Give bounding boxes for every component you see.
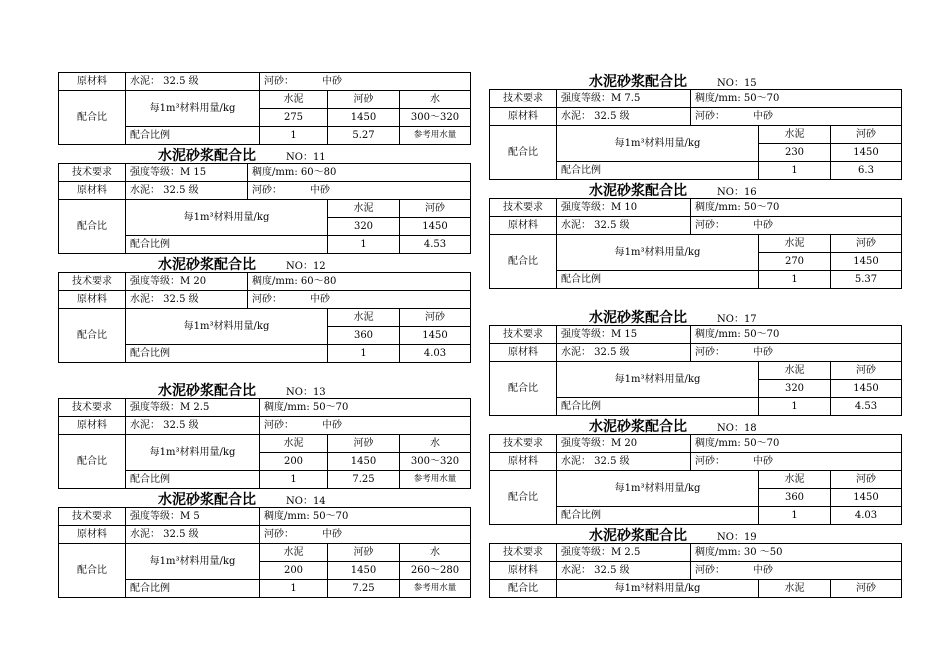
- per-m3-label: 每1m³材料用量/kg: [126, 544, 260, 580]
- cement-raw: 水泥： 32.5 级: [126, 73, 260, 91]
- mix-label: 配合比: [59, 544, 126, 598]
- ratio-label: 配合比例: [126, 236, 328, 254]
- raw-label: 原材料: [490, 344, 557, 362]
- cement-header: 水泥: [260, 435, 328, 453]
- sand-header: 河砂: [328, 91, 400, 109]
- mix-table: [58, 72, 471, 145]
- ratio-cement: 1: [759, 162, 831, 180]
- ratio-label: 配合比例: [126, 580, 260, 598]
- mix-table: [58, 507, 471, 598]
- water-value: 260～280: [400, 562, 471, 580]
- sand-header: 河砂: [831, 126, 902, 144]
- cement-raw: 水泥： 32.5 级: [126, 417, 260, 435]
- sand-value: 1450: [328, 109, 400, 127]
- block-number: NO：11: [286, 152, 326, 163]
- consistency: 稠度/mm: 50～70: [691, 199, 902, 217]
- water-header: 水: [400, 544, 471, 562]
- cement-header: 水泥: [260, 91, 328, 109]
- mix-label: 配合比: [59, 200, 126, 254]
- per-m3-label: 每1m³材料用量/kg: [126, 91, 260, 127]
- ratio-sand: 6.3: [831, 162, 902, 180]
- strength-grade: 强度等级：M 10: [557, 199, 691, 217]
- consistency: 稠度/mm: 50～70: [691, 90, 902, 108]
- cement-header: 水泥: [759, 362, 831, 380]
- mix-label: 配合比: [490, 580, 557, 598]
- sand-header: 河砂: [328, 544, 400, 562]
- mix-label: 配合比: [59, 91, 126, 145]
- sand-value: 1450: [831, 489, 902, 507]
- sand-header: 河砂: [400, 309, 471, 327]
- ratio-cement: 1: [260, 127, 328, 145]
- cement-raw: 水泥： 32.5 级: [557, 217, 691, 235]
- per-m3-label: 每1m³材料用量/kg: [557, 235, 759, 271]
- cement-value: 360: [759, 489, 831, 507]
- block-title: 水泥砂浆配合比 NO：15: [589, 74, 757, 90]
- ref-water-note: 参考用水量: [400, 471, 471, 489]
- strength-grade: 强度等级：M 5: [126, 508, 260, 526]
- raw-label: 原材料: [490, 108, 557, 126]
- tech-label: 技术要求: [59, 399, 126, 417]
- mix-table: [489, 325, 902, 416]
- raw-label: 原材料: [59, 417, 126, 435]
- cement-header: 水泥: [759, 471, 831, 489]
- strength-grade: 强度等级：M 15: [557, 326, 691, 344]
- cement-value: 320: [759, 380, 831, 398]
- strength-grade: 强度等级：M 7.5: [557, 90, 691, 108]
- per-m3-label: 每1m³材料用量/kg: [557, 362, 759, 398]
- sand-value: 1450: [831, 144, 902, 162]
- mix-table: [58, 398, 471, 489]
- ratio-label: 配合比例: [557, 162, 759, 180]
- raw-label: 原材料: [59, 73, 126, 91]
- cement-value: 200: [260, 562, 328, 580]
- sand-raw: 河砂： 中砂: [248, 291, 471, 309]
- block-number: NO：17: [717, 314, 757, 325]
- block-title: 水泥砂浆配合比 NO：19: [589, 528, 757, 544]
- sand-raw: 河砂： 中砂: [691, 453, 902, 471]
- block-title: 水泥砂浆配合比 NO：18: [589, 419, 757, 435]
- cement-raw: 水泥： 32.5 级: [557, 562, 691, 580]
- per-m3-label: 每1m³材料用量/kg: [126, 435, 260, 471]
- strength-grade: 强度等级：M 20: [557, 435, 691, 453]
- tech-label: 技术要求: [490, 544, 557, 562]
- tech-label: 技术要求: [59, 273, 126, 291]
- consistency: 稠度/mm: 50～70: [260, 508, 471, 526]
- raw-label: 原材料: [490, 453, 557, 471]
- block-number: NO：15: [717, 78, 757, 89]
- mix-table: [489, 198, 902, 289]
- strength-grade: 强度等级：M 2.5: [557, 544, 691, 562]
- mix-table: [489, 543, 902, 598]
- sand-raw: 河砂： 中砂: [691, 344, 902, 362]
- block-number: NO：14: [286, 496, 326, 507]
- per-m3-label: 每1m³材料用量/kg: [557, 580, 759, 598]
- sand-value: 1450: [328, 453, 400, 471]
- consistency: 稠度/mm: 60～80: [248, 164, 471, 182]
- cement-raw: 水泥： 32.5 级: [126, 291, 248, 309]
- ratio-cement: 1: [759, 398, 831, 416]
- cement-header: 水泥: [328, 200, 400, 218]
- mix-label: 配合比: [490, 235, 557, 289]
- sand-raw: 河砂： 中砂: [691, 217, 902, 235]
- tech-label: 技术要求: [490, 90, 557, 108]
- ratio-cement: 1: [759, 507, 831, 525]
- cement-value: 360: [328, 327, 400, 345]
- sand-header: 河砂: [831, 471, 902, 489]
- cement-raw: 水泥： 32.5 级: [126, 526, 260, 544]
- sand-header: 河砂: [831, 580, 902, 598]
- mix-table: [58, 163, 471, 254]
- ratio-cement: 1: [759, 271, 831, 289]
- ref-water-note: 参考用水量: [400, 580, 471, 598]
- consistency: 稠度/mm: 50～70: [691, 435, 902, 453]
- cement-value: 200: [260, 453, 328, 471]
- cement-header: 水泥: [759, 235, 831, 253]
- tech-label: 技术要求: [490, 326, 557, 344]
- block-number: NO：13: [286, 387, 326, 398]
- per-m3-label: 每1m³材料用量/kg: [126, 200, 328, 236]
- tech-label: 技术要求: [59, 164, 126, 182]
- strength-grade: 强度等级：M 20: [126, 273, 248, 291]
- sand-raw: 河砂： 中砂: [691, 562, 902, 580]
- consistency: 稠度/mm: 60～80: [248, 273, 471, 291]
- water-value: 300～320: [400, 453, 471, 471]
- block-title: 水泥砂浆配合比 NO：12: [158, 257, 326, 273]
- mix-table: [58, 272, 471, 363]
- block-title: 水泥砂浆配合比 NO：13: [158, 383, 326, 399]
- cement-header: 水泥: [260, 544, 328, 562]
- cement-header: 水泥: [759, 580, 831, 598]
- sand-value: 1450: [400, 218, 471, 236]
- block-title: 水泥砂浆配合比 NO：11: [158, 148, 326, 164]
- ratio-label: 配合比例: [126, 345, 328, 363]
- sand-raw: 河砂： 中砂: [260, 526, 471, 544]
- ratio-label: 配合比例: [557, 398, 759, 416]
- ratio-sand: 4.03: [400, 345, 471, 363]
- block-number: NO：12: [286, 261, 326, 272]
- sand-value: 1450: [328, 562, 400, 580]
- mix-table: [489, 434, 902, 525]
- ratio-cement: 1: [328, 345, 400, 363]
- ratio-label: 配合比例: [126, 471, 260, 489]
- block-number: NO：19: [717, 532, 757, 543]
- sand-raw: 河砂： 中砂: [260, 417, 471, 435]
- ratio-sand: 5.37: [831, 271, 902, 289]
- raw-label: 原材料: [59, 526, 126, 544]
- raw-label: 原材料: [59, 182, 126, 200]
- ratio-sand: 7.25: [328, 580, 400, 598]
- ratio-sand: 4.53: [400, 236, 471, 254]
- mix-label: 配合比: [490, 362, 557, 416]
- ratio-sand: 5.27: [328, 127, 400, 145]
- cement-value: 270: [759, 253, 831, 271]
- mix-label: 配合比: [59, 435, 126, 489]
- cement-value: 230: [759, 144, 831, 162]
- per-m3-label: 每1m³材料用量/kg: [557, 471, 759, 507]
- ratio-label: 配合比例: [126, 127, 260, 145]
- block-title: 水泥砂浆配合比 NO：16: [589, 183, 757, 199]
- mix-label: 配合比: [490, 126, 557, 180]
- strength-grade: 强度等级：M 15: [126, 164, 248, 182]
- sand-header: 河砂: [831, 235, 902, 253]
- block-number: NO：18: [717, 423, 757, 434]
- sand-value: 1450: [831, 253, 902, 271]
- per-m3-label: 每1m³材料用量/kg: [557, 126, 759, 162]
- strength-grade: 强度等级：M 2.5: [126, 399, 260, 417]
- ratio-cement: 1: [260, 471, 328, 489]
- raw-label: 原材料: [490, 217, 557, 235]
- ratio-sand: 4.03: [831, 507, 902, 525]
- cement-raw: 水泥： 32.5 级: [557, 344, 691, 362]
- cement-raw: 水泥： 32.5 级: [126, 182, 248, 200]
- cement-value: 320: [328, 218, 400, 236]
- ratio-label: 配合比例: [557, 271, 759, 289]
- sand-raw: 河砂： 中砂: [691, 108, 902, 126]
- water-header: 水: [400, 435, 471, 453]
- consistency: 稠度/mm: 30 ～50: [691, 544, 902, 562]
- ratio-cement: 1: [328, 236, 400, 254]
- consistency: 稠度/mm: 50～70: [691, 326, 902, 344]
- consistency: 稠度/mm: 50～70: [260, 399, 471, 417]
- ratio-cement: 1: [260, 580, 328, 598]
- cement-header: 水泥: [759, 126, 831, 144]
- mix-label: 配合比: [59, 309, 126, 363]
- per-m3-label: 每1m³材料用量/kg: [126, 309, 328, 345]
- ratio-sand: 4.53: [831, 398, 902, 416]
- water-value: 300～320: [400, 109, 471, 127]
- block-title: 水泥砂浆配合比 NO：17: [589, 310, 757, 326]
- sand-value: 1450: [400, 327, 471, 345]
- tech-label: 技术要求: [490, 199, 557, 217]
- ref-water-note: 参考用水量: [400, 127, 471, 145]
- ratio-label: 配合比例: [557, 507, 759, 525]
- sand-raw: 河砂： 中砂: [260, 73, 471, 91]
- mix-table: [489, 89, 902, 180]
- tech-label: 技术要求: [59, 508, 126, 526]
- sand-header: 河砂: [831, 362, 902, 380]
- cement-raw: 水泥： 32.5 级: [557, 108, 691, 126]
- sand-header: 河砂: [328, 435, 400, 453]
- tech-label: 技术要求: [490, 435, 557, 453]
- cement-raw: 水泥： 32.5 级: [557, 453, 691, 471]
- mix-label: 配合比: [490, 471, 557, 525]
- raw-label: 原材料: [490, 562, 557, 580]
- sand-raw: 河砂： 中砂: [248, 182, 471, 200]
- sand-value: 1450: [831, 380, 902, 398]
- cement-value: 275: [260, 109, 328, 127]
- block-number: NO：16: [717, 187, 757, 198]
- cement-header: 水泥: [328, 309, 400, 327]
- sand-header: 河砂: [400, 200, 471, 218]
- raw-label: 原材料: [59, 291, 126, 309]
- block-title: 水泥砂浆配合比 NO：14: [158, 492, 326, 508]
- ratio-sand: 7.25: [328, 471, 400, 489]
- water-header: 水: [400, 91, 471, 109]
